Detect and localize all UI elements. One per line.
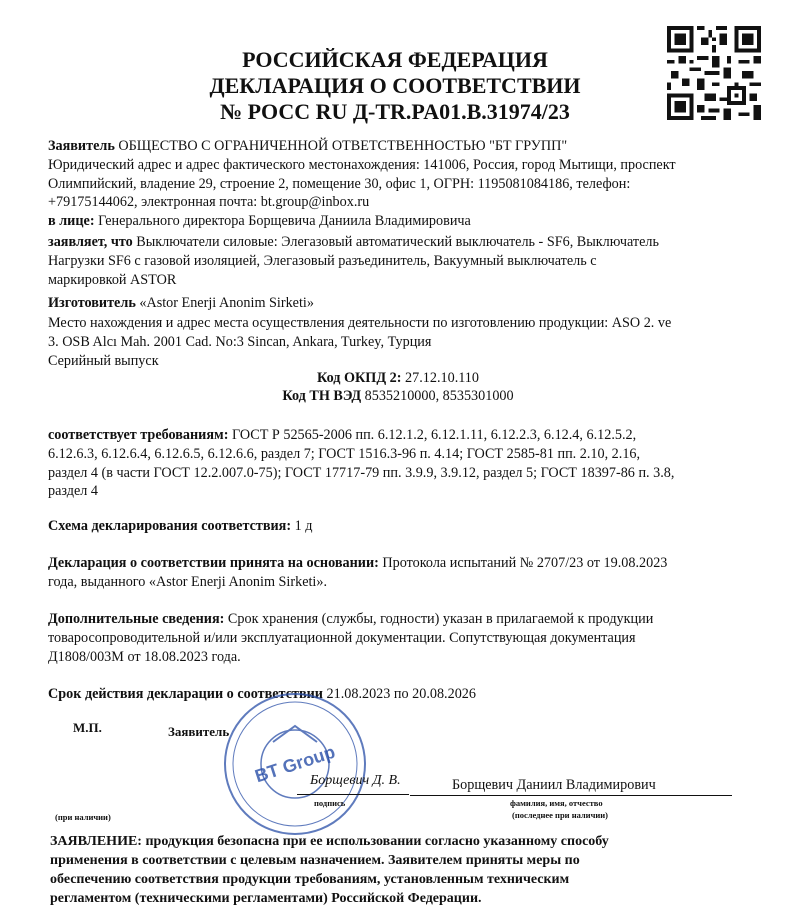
mp-label: М.П. xyxy=(73,720,102,735)
signatory-name: Борщевич Даниил Владимирович xyxy=(452,777,656,793)
basis-label: Декларация о соответствии принята на основании: xyxy=(48,555,379,571)
tnved-code xyxy=(48,387,748,406)
person-name: Генерального директора Борщевича Даниила Владимировича xyxy=(98,213,471,229)
applicant-line xyxy=(48,137,748,156)
manufacturer-address-1 xyxy=(48,314,748,333)
basis-line-1 xyxy=(48,554,748,573)
company-stamp xyxy=(221,690,369,838)
manufacturer-name: «Astor Enerji Anonim Sirketi» xyxy=(139,295,314,311)
declares-label: заявляет, что xyxy=(48,234,133,250)
manufacturer-address-text-b: ASO 2. ve xyxy=(611,315,672,331)
safety-statement xyxy=(50,832,710,908)
requirements-line-4: раздел 4 xyxy=(48,483,98,499)
basis-text-1: Протокола испытаний № 2707/23 от 19.08.2023 xyxy=(382,555,668,571)
okpd-label: Код ОКПД 2: xyxy=(317,370,402,386)
additional-text-1: Срок хранения (службы, годности) указан в прилагаемой к продукции xyxy=(227,611,654,627)
qr-code xyxy=(667,26,761,120)
basis-line-2: года, выданного «Astor Enerji Anonim Sirketi». xyxy=(48,574,328,590)
tnved-label: Код ТН ВЭД xyxy=(282,388,362,404)
scheme-value: 1 д xyxy=(294,518,313,534)
requirements-label: соответствует требованиям: xyxy=(48,427,229,443)
statement-line-2: применения в соответствии с целевым назначением. Заявителем приняты меры по xyxy=(50,853,580,868)
additional-line-3: Д1808/003М от 18.08.2023 года. xyxy=(48,649,241,665)
declares-line-2: Нагрузки SF6 с газовой изоляцией, Элегазовый разъединитель, Вакуумный выключатель с xyxy=(48,253,597,269)
serial-production: Серийный выпуск xyxy=(48,353,159,369)
statement-line-1: ЗАЯВЛЕНИЕ: продукция безопасна при ее использовании согласно указанному способу xyxy=(50,834,609,849)
statement-line-3: обеспечению соответствия продукции требованиям, установленным техническим xyxy=(50,872,570,887)
requirements-text-1: ГОСТ Р 52565-2006 пп. 6.12.1.2, 6.12.1.11, 6.12.2.3, 6.12.4, 6.12.5.2, xyxy=(231,427,637,443)
additional-line-1 xyxy=(48,610,748,629)
scheme-line xyxy=(48,517,748,536)
signature-caption: подпись xyxy=(314,798,346,808)
requirements-line-2: 6.12.6.3, 6.12.6.4, 6.12.6.5, 6.12.6.6, раздел 7; ГОСТ 1516.3-96 п. 4.14; ГОСТ 2585-81 пп. 2.10, 2.16, xyxy=(48,446,641,462)
header-line-1: РОССИЙСКАЯ ФЕДЕРАЦИЯ xyxy=(242,47,548,72)
applicant-address-1: Юридический адрес и адрес фактического местонахождения: 141006, Россия, город Мытищи, проспект xyxy=(48,157,676,173)
applicant-person xyxy=(48,212,748,231)
manufacturer-address-2: 3. OSB Alcı Mah. 2001 Cad. No:3 Sincan, Ankara, Turkey, Турция xyxy=(48,334,432,350)
signature-handwritten: Борщевич Д. В. xyxy=(310,773,401,788)
tnved-value: 8535210000, 8535301000 xyxy=(364,388,514,404)
declaration-number: № РОСС RU Д-TR.PA01.B.31974/23 xyxy=(220,99,570,124)
additional-line-2: товаросопроводительной и/или эксплуатационной документации. Сопутствующая документация xyxy=(48,630,636,646)
applicant-sign-label: Заявитель xyxy=(168,724,230,739)
declares-line-1 xyxy=(48,233,748,252)
manufacturer-address-text: Место нахождения и адрес места осуществления деятельности по изготовлению продукции: xyxy=(48,315,609,331)
declares-line-3: маркировкой ASTOR xyxy=(48,272,177,288)
applicant-name: ОБЩЕСТВО С ОГРАНИЧЕННОЙ ОТВЕТСТВЕННОСТЬЮ "БТ ГРУПП" xyxy=(118,138,568,154)
person-label: в лице: xyxy=(48,213,95,229)
requirements-line-1 xyxy=(48,426,748,445)
manufacturer-line xyxy=(48,294,748,313)
validity-value: 21.08.2023 по 20.08.2026 xyxy=(326,686,476,702)
okpd-code xyxy=(48,369,748,388)
validity-line xyxy=(48,685,748,704)
header-line-2: ДЕКЛАРАЦИЯ О СООТВЕТСТВИИ xyxy=(209,73,581,98)
manufacturer-label: Изготовитель xyxy=(48,295,136,311)
requirements-line-3: раздел 4 (в части ГОСТ 12.2.007.0-75); ГОСТ 17717-79 пп. 3.9.9, 3.9.12, раздел 5; ГОСТ 18397-86 п. 3.8, xyxy=(48,465,675,481)
mp-caption: (при наличии) xyxy=(55,812,111,822)
applicant-address-2: Олимпийский, владение 29, строение 2, помещение 30, офис 1, ОГРН: 1195081084186, телефон: xyxy=(48,176,631,192)
applicant-label: Заявитель xyxy=(48,138,115,154)
validity-label: Срок действия декларации о соответствии xyxy=(48,686,323,702)
declares-text-1: Выключатели силовые: Элегазовый автоматический выключатель - SF6, Выключатель xyxy=(136,234,659,250)
okpd-value: 27.12.10.110 xyxy=(405,370,479,386)
name-caption-1: фамилия, имя, отчество xyxy=(510,798,603,808)
statement-line-4: регламентом (техническими регламентами) Российской Федерации. xyxy=(50,891,482,906)
applicant-address-3: +79175144062, электронная почта: bt.group@inbox.ru xyxy=(48,194,370,210)
name-caption-2: (последнее при наличии) xyxy=(512,810,609,820)
scheme-label: Схема декларирования соответствия: xyxy=(48,518,292,534)
stamp-text: BT Group xyxy=(252,741,338,787)
additional-label: Дополнительные сведения: xyxy=(48,611,225,627)
